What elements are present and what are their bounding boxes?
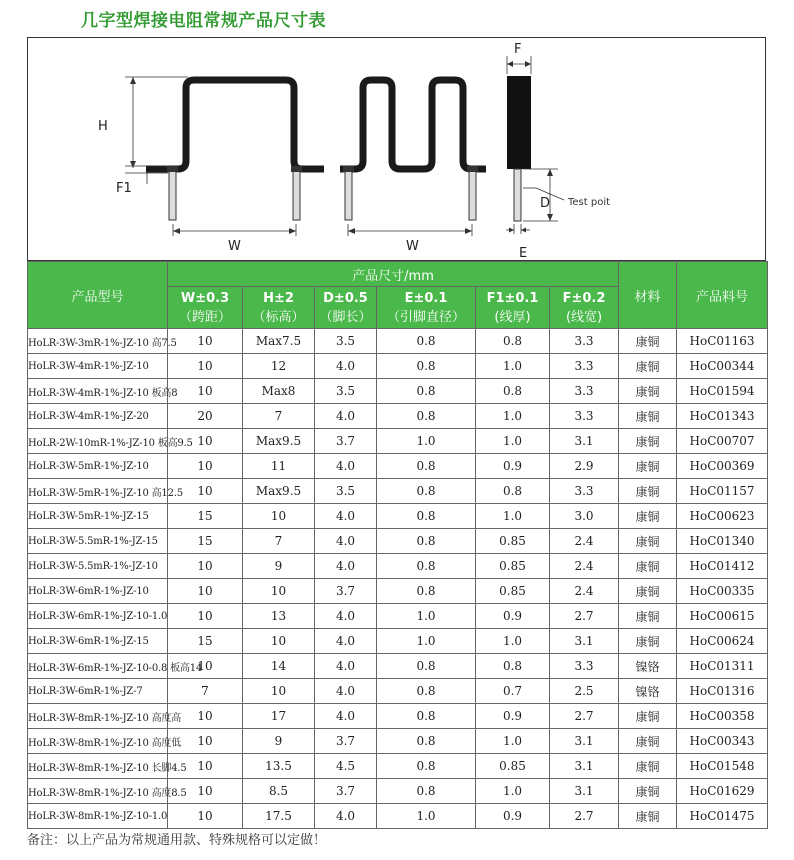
cell-e: 0.8 [377, 329, 476, 354]
cell-mat: 康铜 [619, 754, 677, 779]
cell-part: HoC01340 [677, 529, 768, 554]
cell-part: HoC00344 [677, 354, 768, 379]
cell-model: HoLR-3W-6mR-1%-JZ-10 [28, 579, 168, 604]
cell-f1: 1.0 [476, 779, 550, 804]
cell-part: HoC00615 [677, 604, 768, 629]
cell-h: 17.5 [243, 804, 315, 829]
header-dim-desc: （脚长） [319, 309, 372, 325]
cell-d: 3.5 [315, 329, 377, 354]
cell-f: 2.4 [550, 579, 619, 604]
cell-part: HoC01311 [677, 654, 768, 679]
cell-f: 3.1 [550, 629, 619, 654]
cell-mat: 康铜 [619, 504, 677, 529]
cell-w: 10 [168, 804, 243, 829]
cell-f1: 0.9 [476, 704, 550, 729]
header-dim-desc: (线厚) [494, 309, 531, 325]
cell-part: HoC00335 [677, 579, 768, 604]
cell-f: 3.1 [550, 729, 619, 754]
double-loop-resistor [340, 80, 486, 220]
test-point-label: Test poit [568, 197, 611, 208]
cell-f1: 1.0 [476, 504, 550, 529]
cell-part: HoC00624 [677, 629, 768, 654]
cell-mat: 康铜 [619, 479, 677, 504]
cell-e: 1.0 [377, 804, 476, 829]
cell-model: HoLR-3W-5mR-1%-JZ-10 [28, 454, 168, 479]
cell-e: 0.8 [377, 479, 476, 504]
cell-model: HoLR-3W-3mR-1%-JZ-10 高7.5 [28, 329, 168, 354]
cell-e: 0.8 [377, 654, 476, 679]
cell-model: HoLR-3W-4mR-1%-JZ-20 [28, 404, 168, 429]
cell-d: 3.7 [315, 579, 377, 604]
f-label: F [514, 42, 522, 57]
cell-f: 3.0 [550, 504, 619, 529]
cell-d: 3.5 [315, 479, 377, 504]
cell-f: 2.4 [550, 554, 619, 579]
cell-f1: 0.9 [476, 804, 550, 829]
e-label: E [519, 246, 528, 261]
cell-e: 1.0 [377, 429, 476, 454]
table-row [28, 329, 768, 354]
cell-mat: 康铜 [619, 329, 677, 354]
cell-w: 10 [168, 779, 243, 804]
cell-f: 3.3 [550, 379, 619, 404]
header-dim-label: H±2 [263, 290, 294, 306]
cell-mat: 康铜 [619, 804, 677, 829]
cell-f: 2.5 [550, 679, 619, 704]
cell-e: 1.0 [377, 629, 476, 654]
cell-f1: 0.7 [476, 679, 550, 704]
header-dim-col [476, 287, 550, 329]
cell-model: HoLR-3W-4mR-1%-JZ-10 [28, 354, 168, 379]
table-row [28, 504, 768, 529]
cell-mat: 康铜 [619, 729, 677, 754]
cell-d: 4.0 [315, 629, 377, 654]
header-dim-label: W±0.3 [180, 290, 230, 306]
cell-d: 4.0 [315, 679, 377, 704]
cell-w: 10 [168, 554, 243, 579]
cell-h: 10 [243, 579, 315, 604]
cell-part: HoC01316 [677, 679, 768, 704]
cell-h: 8.5 [243, 779, 315, 804]
cell-model: HoLR-3W-8mR-1%-JZ-10-1.0 [28, 804, 168, 829]
cell-h: 9 [243, 729, 315, 754]
cell-model: HoLR-3W-5.5mR-1%-JZ-15 [28, 529, 168, 554]
d-label: D [540, 196, 551, 211]
footnote: 备注：以上产品为常规通用款、特殊规格可以定做！ [27, 833, 327, 848]
cell-e: 0.8 [377, 379, 476, 404]
cell-part: HoC00707 [677, 429, 768, 454]
cell-d: 4.0 [315, 454, 377, 479]
cell-e: 0.8 [377, 729, 476, 754]
cell-f: 3.3 [550, 354, 619, 379]
cell-mat: 康铜 [619, 429, 677, 454]
header-model: 产品型号 [28, 262, 168, 329]
cell-e: 0.8 [377, 454, 476, 479]
cell-h: 11 [243, 454, 315, 479]
cell-part: HoC01343 [677, 404, 768, 429]
cell-mat: 康铜 [619, 354, 677, 379]
cell-h: 7 [243, 404, 315, 429]
single-loop-resistor [146, 80, 324, 220]
cell-mat: 镍铬 [619, 679, 677, 704]
cell-f: 3.1 [550, 779, 619, 804]
cell-f1: 0.9 [476, 454, 550, 479]
cell-f1: 0.8 [476, 329, 550, 354]
cell-w: 10 [168, 579, 243, 604]
table-row [28, 579, 768, 604]
cell-mat: 康铜 [619, 554, 677, 579]
cell-f: 3.3 [550, 404, 619, 429]
cell-h: Max9.5 [243, 429, 315, 454]
cell-d: 3.7 [315, 729, 377, 754]
header-dim-desc: （跨距） [178, 309, 231, 325]
table-row [28, 729, 768, 754]
cell-mat: 镍铬 [619, 654, 677, 679]
cell-f1: 0.85 [476, 529, 550, 554]
cell-part: HoC00369 [677, 454, 768, 479]
cell-h: 13 [243, 604, 315, 629]
cell-f1: 0.8 [476, 654, 550, 679]
cell-model: HoLR-3W-6mR-1%-JZ-10-0.8 板高14 [28, 654, 168, 679]
cell-w: 20 [168, 404, 243, 429]
cell-e: 0.8 [377, 704, 476, 729]
header-dim-desc: （标高） [252, 309, 305, 325]
cell-h: 10 [243, 629, 315, 654]
cell-model: HoLR-2W-10mR-1%-JZ-10 板高9.5 [28, 429, 168, 454]
resistor-drawing [28, 38, 767, 262]
cell-part: HoC01548 [677, 754, 768, 779]
header-material: 材料 [619, 262, 677, 329]
cell-f1: 0.85 [476, 754, 550, 779]
cell-model: HoLR-3W-5mR-1%-JZ-15 [28, 504, 168, 529]
cell-h: Max8 [243, 379, 315, 404]
cell-f1: 1.0 [476, 629, 550, 654]
cell-d: 3.5 [315, 379, 377, 404]
cell-mat: 康铜 [619, 454, 677, 479]
cell-e: 0.8 [377, 579, 476, 604]
cell-d: 4.0 [315, 804, 377, 829]
cell-e: 0.8 [377, 554, 476, 579]
cell-part: HoC00343 [677, 729, 768, 754]
w-label-left: W [228, 239, 241, 254]
cell-d: 4.0 [315, 504, 377, 529]
cell-model: HoLR-3W-6mR-1%-JZ-15 [28, 629, 168, 654]
cell-mat: 康铜 [619, 529, 677, 554]
cell-w: 10 [168, 604, 243, 629]
header-dim-label: F1±0.1 [486, 290, 539, 306]
cell-f1: 1.0 [476, 429, 550, 454]
table-row [28, 454, 768, 479]
cell-w: 10 [168, 354, 243, 379]
table-row [28, 379, 768, 404]
cell-model: HoLR-3W-5.5mR-1%-JZ-10 [28, 554, 168, 579]
cell-e: 0.8 [377, 404, 476, 429]
cell-f: 2.4 [550, 529, 619, 554]
cell-f: 2.9 [550, 454, 619, 479]
page-title: 几字型焊接电阻常规产品尺寸表 [81, 11, 326, 31]
table-row [28, 429, 768, 454]
table-row [28, 754, 768, 779]
cell-part: HoC01594 [677, 379, 768, 404]
cell-h: Max7.5 [243, 329, 315, 354]
cell-h: Max9.5 [243, 479, 315, 504]
table-row [28, 479, 768, 504]
cell-w: 10 [168, 704, 243, 729]
cell-f1: 0.85 [476, 579, 550, 604]
cell-d: 4.0 [315, 529, 377, 554]
table-row [28, 704, 768, 729]
cell-f: 2.7 [550, 704, 619, 729]
cell-w: 15 [168, 629, 243, 654]
side-view [507, 76, 531, 221]
cell-part: HoC01629 [677, 779, 768, 804]
cell-e: 0.8 [377, 504, 476, 529]
cell-part: HoC00358 [677, 704, 768, 729]
header-part-number: 产品料号 [677, 262, 768, 329]
table-row [28, 604, 768, 629]
cell-f1: 1.0 [476, 729, 550, 754]
cell-f: 2.7 [550, 804, 619, 829]
table-row [28, 629, 768, 654]
cell-part: HoC01157 [677, 479, 768, 504]
table-row [28, 404, 768, 429]
cell-w: 7 [168, 679, 243, 704]
table-row [28, 554, 768, 579]
header-dim-col [377, 287, 476, 329]
cell-mat: 康铜 [619, 604, 677, 629]
f1-label: F1 [116, 181, 132, 196]
table-row [28, 654, 768, 679]
cell-mat: 康铜 [619, 579, 677, 604]
cell-model: HoLR-3W-8mR-1%-JZ-10 长脚4.5 [28, 754, 168, 779]
cell-w: 10 [168, 479, 243, 504]
table-row [28, 529, 768, 554]
cell-w: 10 [168, 754, 243, 779]
cell-f1: 1.0 [476, 404, 550, 429]
dimension-diagram [27, 37, 766, 261]
cell-part: HoC01412 [677, 554, 768, 579]
cell-model: HoLR-3W-8mR-1%-JZ-10 高度低 [28, 729, 168, 754]
cell-part: HoC01475 [677, 804, 768, 829]
table-row [28, 679, 768, 704]
table-row [28, 779, 768, 804]
cell-w: 10 [168, 379, 243, 404]
cell-h: 13.5 [243, 754, 315, 779]
cell-model: HoLR-3W-4mR-1%-JZ-10 板高8 [28, 379, 168, 404]
cell-h: 10 [243, 679, 315, 704]
cell-f1: 0.9 [476, 604, 550, 629]
cell-h: 12 [243, 354, 315, 379]
table-row [28, 804, 768, 829]
cell-part: HoC01163 [677, 329, 768, 354]
cell-d: 4.0 [315, 654, 377, 679]
cell-f1: 0.85 [476, 554, 550, 579]
cell-d: 3.7 [315, 779, 377, 804]
cell-w: 10 [168, 429, 243, 454]
cell-f1: 1.0 [476, 354, 550, 379]
cell-d: 4.0 [315, 554, 377, 579]
cell-mat: 康铜 [619, 379, 677, 404]
table-row [28, 354, 768, 379]
cell-d: 4.5 [315, 754, 377, 779]
cell-d: 3.7 [315, 429, 377, 454]
header-size: 产品尺寸/mm [168, 262, 619, 287]
cell-d: 4.0 [315, 354, 377, 379]
cell-w: 10 [168, 729, 243, 754]
w-label-middle: W [406, 239, 419, 254]
cell-mat: 康铜 [619, 629, 677, 654]
header-dim-label: F±0.2 [562, 290, 606, 306]
cell-f: 3.1 [550, 429, 619, 454]
cell-h: 10 [243, 504, 315, 529]
cell-h: 14 [243, 654, 315, 679]
cell-mat: 康铜 [619, 404, 677, 429]
header-dim-col [550, 287, 619, 329]
cell-model: HoLR-3W-6mR-1%-JZ-10-1.0 [28, 604, 168, 629]
cell-w: 10 [168, 654, 243, 679]
cell-f: 3.3 [550, 329, 619, 354]
cell-w: 10 [168, 329, 243, 354]
cell-h: 17 [243, 704, 315, 729]
cell-mat: 康铜 [619, 704, 677, 729]
cell-e: 0.8 [377, 354, 476, 379]
cell-part: HoC00623 [677, 504, 768, 529]
header-dim-label: D±0.5 [323, 290, 368, 306]
header-dim-desc: (线宽) [565, 309, 603, 325]
cell-d: 4.0 [315, 704, 377, 729]
header-dim-label: E±0.1 [404, 290, 448, 306]
cell-model: HoLR-3W-8mR-1%-JZ-10 高度高 [28, 704, 168, 729]
cell-f: 2.7 [550, 604, 619, 629]
cell-model: HoLR-3W-5mR-1%-JZ-10 高12.5 [28, 479, 168, 504]
cell-f1: 0.8 [476, 379, 550, 404]
spec-table [27, 261, 768, 829]
cell-e: 0.8 [377, 754, 476, 779]
cell-f: 3.3 [550, 479, 619, 504]
cell-mat: 康铜 [619, 779, 677, 804]
cell-h: 7 [243, 529, 315, 554]
cell-e: 1.0 [377, 604, 476, 629]
cell-e: 0.8 [377, 779, 476, 804]
cell-model: HoLR-3W-6mR-1%-JZ-7 [28, 679, 168, 704]
cell-f: 3.3 [550, 654, 619, 679]
cell-w: 10 [168, 454, 243, 479]
header-dim-col [243, 287, 315, 329]
cell-e: 0.8 [377, 679, 476, 704]
cell-model: HoLR-3W-8mR-1%-JZ-10 高度8.5 [28, 779, 168, 804]
header-dim-desc: （引脚直径） [386, 309, 465, 325]
cell-e: 0.8 [377, 529, 476, 554]
cell-f1: 0.8 [476, 479, 550, 504]
cell-w: 15 [168, 504, 243, 529]
cell-d: 4.0 [315, 604, 377, 629]
cell-f: 3.1 [550, 754, 619, 779]
header-dim-col [315, 287, 377, 329]
cell-h: 9 [243, 554, 315, 579]
h-label: H [98, 119, 108, 134]
header-dim-col [168, 287, 243, 329]
cell-w: 15 [168, 529, 243, 554]
cell-d: 4.0 [315, 404, 377, 429]
